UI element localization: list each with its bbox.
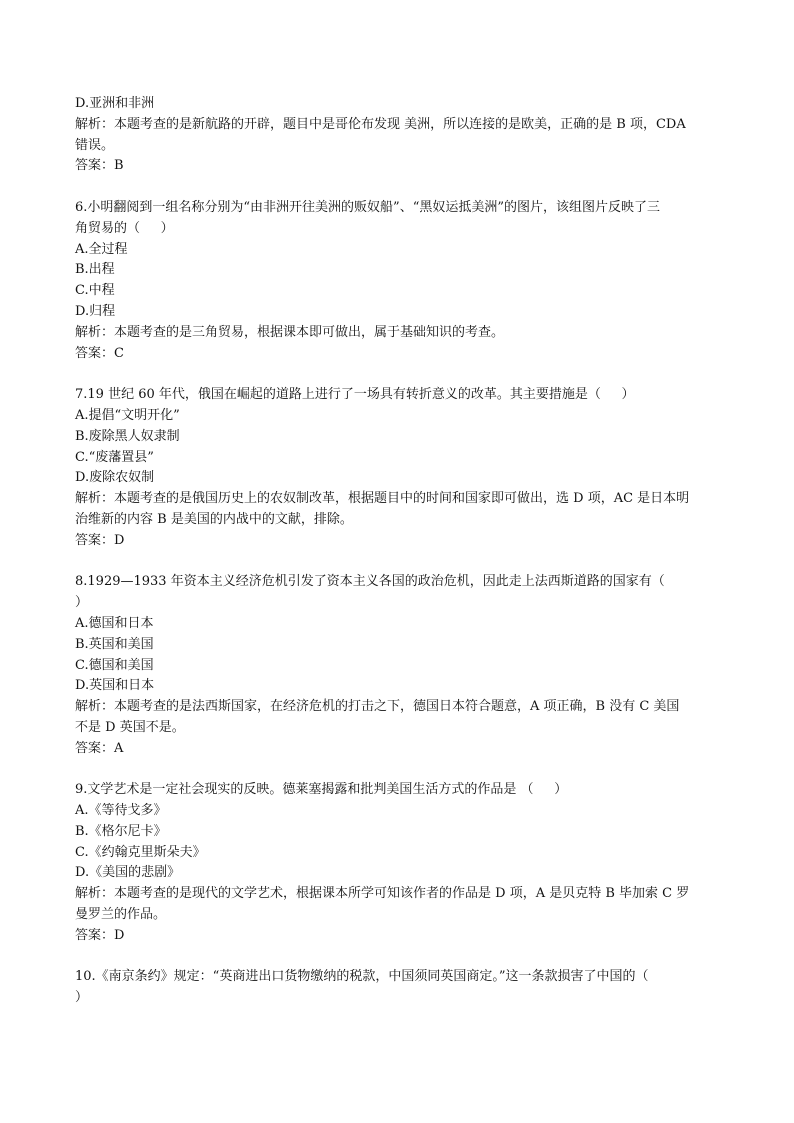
analysis-line-1: 解析：本题考查的是三角贸易，根据课本即可做出，属于基础知识的考查。 [75,324,505,340]
option-d: D.废除农奴制 [75,470,155,486]
question-stem-line-1: 9.文学艺术是一定社会现实的反映。德莱塞揭露和批判美国生活方式的作品是 （ ） [75,782,568,798]
analysis-line-2: 曼罗兰的作品。 [75,907,167,923]
analysis-line-2: 错误。 [75,137,115,153]
question-7 [75,385,727,551]
question-stem-line-1: 7.19 世纪 60 年代，俄国在崛起的道路上进行了一场具有转折意义的改革。其主要措施是（ ） [75,387,635,403]
analysis-line-1: 解析：本题考查的是法西斯国家，在经济危机的打击之下，德国日本符合题意，A 项正确，B 没有 C 美国 [75,699,680,715]
question-stem-line-1: 10.《南京条约》规定：“英商进出口货物缴纳的税款，中国须同英国商定。”这一条款损害了中国的（ [75,969,649,985]
option-c: C.“废藩置县” [75,449,154,465]
question-8 [75,572,727,759]
option-d: D.亚洲和非洲 [75,96,155,111]
question-stem-line-1: 6.小明翻阅到一组名称分别为“由非洲开往美洲的贩奴船”、“黑奴运抵美洲”的图片，该组图片反映了三 [75,199,660,215]
option-c: C.中程 [75,283,115,299]
option-a: A.《等待戈多》 [75,803,167,819]
question-stem-line-2: ） [75,595,89,611]
option-d: D.英国和日本 [75,678,155,694]
question-9 [75,780,727,946]
option-b: B.废除黑人奴隶制 [75,428,180,444]
analysis-line-2: 治维新的内容 B 是美国的内战中的文献，排除。 [75,511,353,527]
option-b: B.《格尔尼卡》 [75,823,167,839]
option-c: C.《约翰克里斯朵夫》 [75,844,206,860]
answer: 答案：A [75,740,124,756]
answer: 答案：D [75,532,125,548]
option-a: A.德国和日本 [75,615,154,631]
option-a: A.全过程 [75,241,128,257]
question-6 [75,198,727,364]
option-b: B.英国和美国 [75,636,154,652]
question-stem-line-1: 8.1929—1933 年资本主义经济危机引发了资本主义各国的政治危机，因此走上法西斯道路的国家有（ [75,574,665,590]
option-d: D.归程 [75,303,116,319]
question-stem-line-2: 角贸易的（ ） [75,220,174,236]
document-page [75,94,727,1030]
option-c: C.德国和美国 [75,657,154,673]
question-5-tail [75,94,727,177]
option-d: D.《美国的悲剧》 [75,865,181,881]
question-stem-line-2: ） [75,990,89,1006]
option-b: B.出程 [75,262,115,278]
analysis-line-1: 解析：本题考查的是现代的文学艺术，根据课本所学可知该作者的作品是 D 项，A 是贝克特 B 毕加索 C 罗 [75,886,690,902]
question-10 [75,967,727,1009]
option-a: A.提倡“文明开化” [75,407,180,423]
answer: 答案：B [75,158,124,174]
answer: 答案：D [75,927,125,943]
analysis-line-1: 解析：本题考查的是俄国历史上的农奴制改革，根据题目中的时间和国家即可做出，选 D 项，AC 是日本明 [75,491,690,507]
analysis-line-2: 不是 D 英国不是。 [75,719,185,735]
analysis-line-1: 解析：本题考查的是新航路的开辟，题目中是哥伦布发现 美洲，所以连接的是欧美，正确的是 B 项，CDA [75,116,686,132]
answer: 答案：C [75,345,124,361]
